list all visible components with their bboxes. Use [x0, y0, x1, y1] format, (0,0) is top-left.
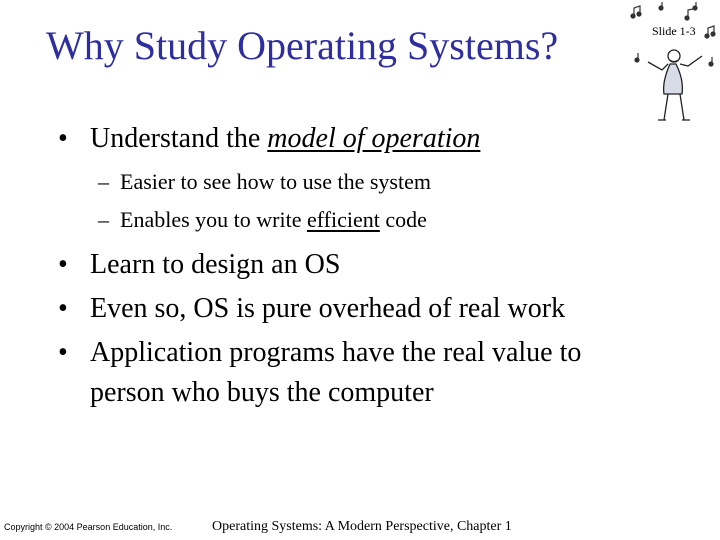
bullet-item: • Application programs have the real value to — [58, 337, 582, 368]
sub-bullet-item: – Easier to see how to use the system — [98, 169, 431, 194]
bullet-marker: • — [58, 123, 68, 154]
slide-title: Why Study Operating Systems? — [46, 23, 559, 68]
bullet-marker: • — [58, 249, 68, 280]
bullet-item: • Even so, OS is pure overhead of real work — [58, 293, 566, 324]
dash-marker: – — [98, 169, 109, 194]
bullet-continuation: person who buys the computer — [90, 377, 434, 408]
sub-bullet-item: – Enables you to write efficient code — [98, 207, 427, 232]
footer-copyright: Copyright © 2004 Pearson Education, Inc. — [4, 522, 173, 532]
juggler-with-music-notes-icon — [628, 2, 720, 126]
bullet-marker: • — [58, 337, 68, 368]
bullet-item: • Understand the model of operation — [58, 123, 481, 154]
bullet-marker: • — [58, 293, 68, 324]
bullet-item: • Learn to design an OS — [58, 249, 341, 280]
footer-book-title: Operating Systems: A Modern Perspective, Chapter 1 — [212, 519, 512, 534]
underlined-text: efficient — [306, 207, 380, 232]
emphasized-text: model of operation — [267, 123, 481, 154]
dash-marker: – — [98, 207, 109, 232]
slide-number: Slide 1-3 — [652, 24, 696, 38]
